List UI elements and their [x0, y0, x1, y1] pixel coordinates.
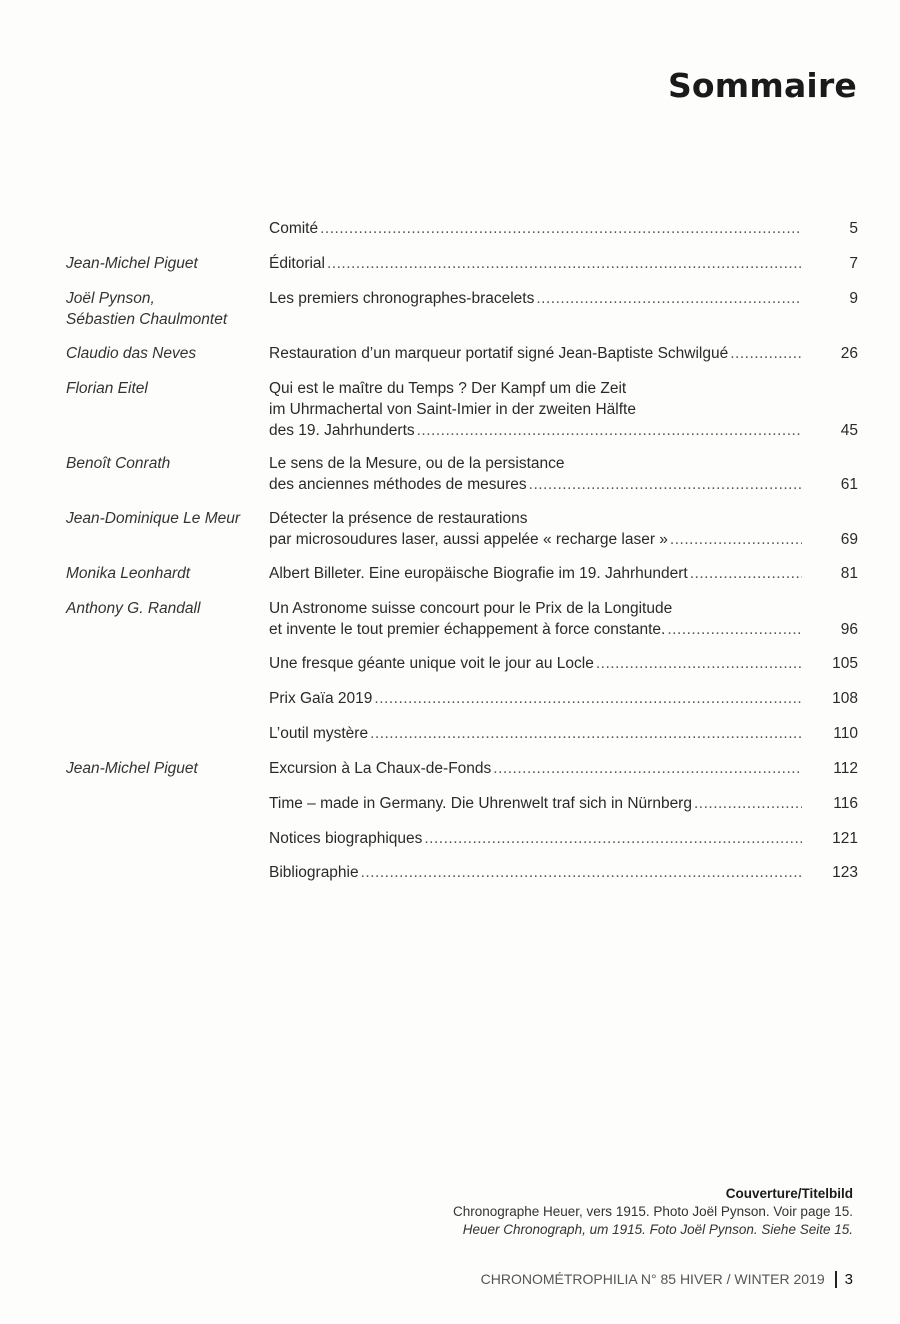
toc-entry-line	[269, 688, 858, 709]
cover-caption-heading: Couverture/Titelbild	[725, 1186, 853, 1201]
toc-page-number: 45	[840, 422, 858, 439]
toc-entry-line	[269, 563, 858, 584]
toc-page-number: 69	[840, 531, 858, 548]
dot-leader	[670, 529, 802, 550]
toc-entry-title-line: Détecter la présence de restaurations	[269, 510, 528, 527]
dot-leader	[694, 793, 802, 814]
toc-entry-line	[269, 288, 858, 309]
toc-entry-line	[269, 653, 858, 674]
toc-entry-line	[269, 218, 858, 239]
toc-entry-title: Bibliographie	[269, 864, 359, 881]
toc-entry-title: Une fresque géante unique voit le jour au Locle	[269, 655, 594, 672]
cover-caption-german: Heuer Chronograph, um 1915. Foto Joël Pynson. Siehe Seite 15.	[462, 1222, 853, 1237]
dot-leader	[424, 828, 802, 849]
toc-author: Jean-Michel Piguet	[66, 255, 198, 272]
toc-entry-title: L’outil mystère	[269, 725, 369, 742]
toc-author: Claudio das Neves	[66, 345, 197, 362]
toc-page-number: 112	[833, 760, 858, 777]
toc-page-number: 123	[832, 864, 858, 881]
toc-entry[interactable]	[269, 828, 858, 849]
toc-entry-title: Comité	[269, 220, 319, 237]
toc-entry-title: Time – made in Germany. Die Uhrenwelt traf sich in Nürnberg	[269, 795, 692, 812]
toc-entry[interactable]	[269, 288, 858, 309]
dot-leader	[417, 420, 802, 441]
toc-entry-title: Éditorial	[269, 255, 325, 272]
toc-entry[interactable]	[269, 218, 858, 239]
toc-author: Florian Eitel	[66, 380, 148, 397]
toc-entry-line	[269, 758, 858, 779]
toc-author: Monika Leonhardt	[66, 565, 191, 582]
toc-page-number: 108	[832, 690, 858, 707]
cover-caption-french: Chronographe Heuer, vers 1915. Photo Joël Pynson. Voir page 15.	[452, 1204, 853, 1219]
cover-caption	[453, 1185, 853, 1239]
toc-entry[interactable]	[269, 453, 858, 495]
toc-entry-line	[269, 619, 858, 640]
toc-entry[interactable]	[269, 378, 858, 441]
page-number: 3	[844, 1271, 853, 1288]
dot-leader	[374, 688, 802, 709]
toc-author: Joël Pynson, Sébastien Chaulmontet	[66, 290, 228, 328]
toc-entry-title: Prix Gaïa 2019	[269, 690, 373, 707]
toc-entry[interactable]	[269, 758, 858, 779]
toc-entry-title: Albert Billeter. Eine europäische Biografie im 19. Jahrhundert	[269, 565, 688, 582]
toc-entry[interactable]	[269, 343, 858, 364]
dot-leader	[730, 343, 802, 364]
toc-entry-title-line: im Uhrmachertal von Saint-Imier in der zweiten Hälfte	[269, 401, 636, 418]
toc-entry-line	[269, 420, 858, 441]
toc-entry-title: des 19. Jahrhunderts	[269, 422, 415, 439]
toc-entry-line	[269, 253, 858, 274]
toc-page-number: 9	[849, 290, 858, 307]
page-title: Sommaire	[667, 66, 857, 105]
dot-leader	[529, 474, 802, 495]
toc-entry-line	[269, 723, 858, 744]
toc-entry[interactable]	[269, 793, 858, 814]
toc-author: Anthony G. Randall	[66, 600, 201, 617]
toc-page-number: 26	[840, 345, 858, 362]
toc-entry-line	[269, 828, 858, 849]
toc-entry-title: Excursion à La Chaux-de-Fonds	[269, 760, 492, 777]
toc-page-number: 96	[840, 621, 858, 638]
toc-entry-title: et invente le tout premier échappement à force constante.	[269, 621, 666, 638]
toc-author: Jean-Michel Piguet	[66, 760, 198, 777]
toc-page-number: 110	[833, 725, 858, 742]
toc-entry-title-line: Le sens de la Mesure, ou de la persistance	[269, 455, 565, 472]
toc-entry[interactable]	[269, 862, 858, 883]
dot-leader	[327, 253, 802, 274]
toc-entry[interactable]	[269, 688, 858, 709]
toc-entry-title-line: Un Astronome suisse concourt pour le Prix de la Longitude	[269, 600, 673, 617]
toc-entry-title: Notices biographiques	[269, 830, 423, 847]
toc-entry[interactable]	[269, 563, 858, 584]
toc-page-number: 5	[849, 220, 858, 237]
toc-entry-title: Les premiers chronographes-bracelets	[269, 290, 535, 307]
dot-leader	[596, 653, 802, 674]
toc-page-number: 81	[840, 565, 858, 582]
toc-entry-title-line: Qui est le maître du Temps ? Der Kampf um die Zeit	[269, 380, 627, 397]
toc-entry[interactable]	[269, 253, 858, 274]
toc-page-number: 116	[833, 795, 858, 812]
toc-entry-line	[269, 343, 858, 364]
dot-leader	[536, 288, 802, 309]
toc-entry-line	[269, 793, 858, 814]
toc-entry-title: des anciennes méthodes de mesures	[269, 476, 527, 493]
dot-leader	[667, 619, 802, 640]
toc-page-number: 105	[832, 655, 858, 672]
toc-page-number: 61	[840, 476, 858, 493]
toc-page-number: 121	[832, 830, 858, 847]
toc-entry[interactable]	[269, 598, 858, 640]
dot-leader	[493, 758, 802, 779]
journal-name: CHRONOMÉTROPHILIA N° 85 HIVER / WINTER 2019	[480, 1271, 825, 1287]
page-footer	[481, 1271, 853, 1288]
toc-entry-title: Restauration d’un marqueur portatif signé Jean-Baptiste Schwilgué	[269, 345, 729, 362]
toc-entry-title: par microsoudures laser, aussi appelée « recharge laser »	[269, 531, 668, 548]
toc-author: Benoît Conrath	[66, 455, 171, 472]
toc-entry-line	[269, 862, 858, 883]
dot-leader	[690, 563, 802, 584]
dot-leader	[320, 218, 802, 239]
dot-leader	[370, 723, 802, 744]
toc-entry[interactable]	[269, 723, 858, 744]
footer-divider	[835, 1271, 837, 1288]
toc-entry-line	[269, 474, 858, 495]
toc-entry[interactable]	[269, 508, 858, 550]
dot-leader	[361, 862, 802, 883]
toc-page-number: 7	[849, 255, 858, 272]
toc-entry-line	[269, 529, 858, 550]
toc-author: Jean-Dominique Le Meur	[66, 510, 241, 527]
toc-entry[interactable]	[269, 653, 858, 674]
